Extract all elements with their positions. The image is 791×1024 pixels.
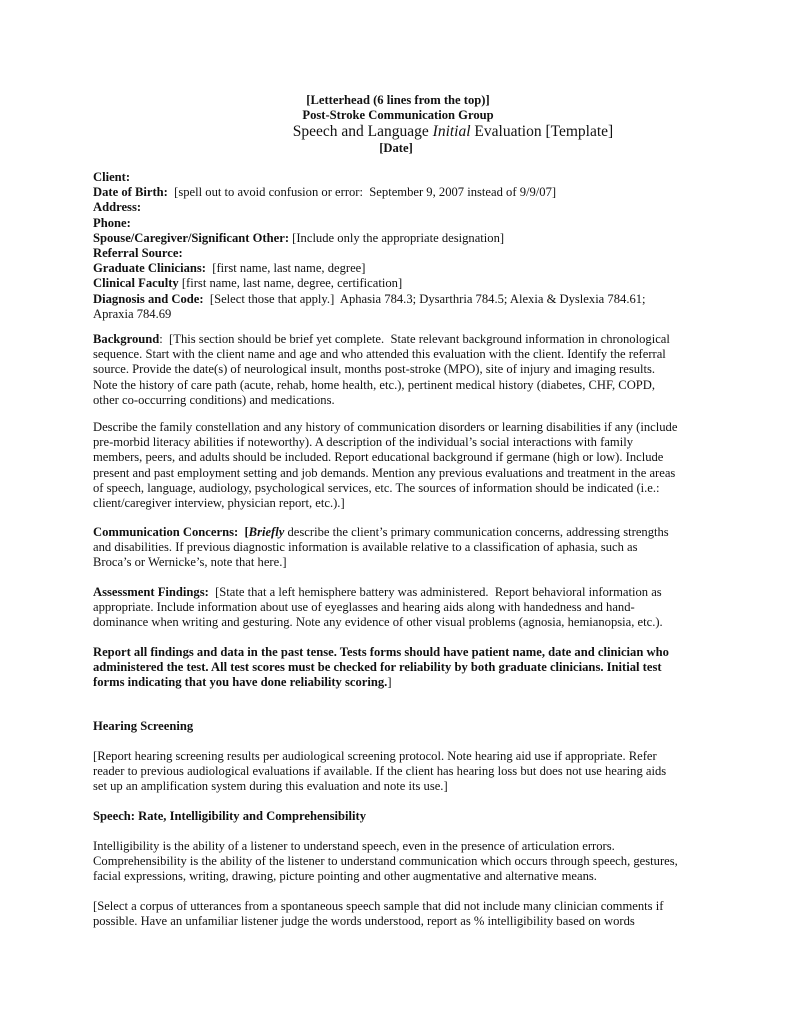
background-section xyxy=(93,332,713,408)
letterhead-placeholder: [Letterhead (6 lines from the top)] xyxy=(306,93,490,107)
field-value: [Include only the appropriate designation] xyxy=(289,230,505,245)
text-line: Describe the family constellation and any history of communication disorders or learning disabilities if any (include xyxy=(93,420,678,434)
field-label: Clinical Faculty xyxy=(93,276,179,291)
text-line: Report all findings and data in the past tense. Tests forms should have patient name, date and clinician who xyxy=(93,645,669,659)
field-label: Address: xyxy=(93,200,142,215)
text-line: administered the test. All test scores must be checked for reliability by both graduate clinicians. Initial test xyxy=(93,660,662,675)
field-label: Graduate Clinicians: xyxy=(93,261,206,276)
field-value: [first name, last name, degree, certification] xyxy=(178,276,403,291)
client-info-fields xyxy=(93,170,713,322)
speech-instructions xyxy=(93,899,713,929)
text-line-content: describe the client’s primary communication concerns, addressing strengths xyxy=(284,525,669,539)
speech-definitions xyxy=(93,839,713,885)
title-text-end: Evaluation [Template] xyxy=(470,123,614,141)
text-line: present and past employment setting and job demands. Mention any previous evaluations and treatment in the areas xyxy=(93,465,676,480)
text-line: and disabilities. If previous diagnostic information is available relative to a classification of aphasia, such as xyxy=(93,540,638,555)
text-line-content: forms indicating that you have done reliability scoring. xyxy=(93,675,388,690)
field-label: Diagnosis and Code: xyxy=(93,291,204,306)
text-line: set up an amplification system during this evaluation and note its use.] xyxy=(93,779,448,794)
field-label: Client: xyxy=(93,170,131,184)
text-line xyxy=(93,525,713,540)
field-phone xyxy=(93,216,713,231)
field-address xyxy=(93,200,713,215)
text-line: sequence. Start with the client name and age and who attended this evaluation with the client. Identify the referral xyxy=(93,347,666,362)
text-line: Broca’s or Wernicke’s, note that here.] xyxy=(93,555,287,570)
field-date-of-birth xyxy=(93,185,713,200)
date-placeholder: [Date] xyxy=(379,141,413,156)
text-line xyxy=(93,675,713,690)
field-label: Referral Source: xyxy=(93,246,183,261)
field-value: [Select those that apply.] Aphasia 784.3; Dysarthria 784.5; Alexia & Dyslexia 784.61; xyxy=(203,291,646,306)
communication-concerns-section xyxy=(93,525,713,571)
section-label: Assessment Findings: xyxy=(93,585,209,599)
group-name: Post-Stroke Communication Group xyxy=(302,108,494,123)
title-italic-text: Initial xyxy=(432,123,471,141)
field-diagnosis-code-cont: Apraxia 784.69 xyxy=(93,306,172,321)
section-label: Background xyxy=(93,332,160,346)
section-heading: Hearing Screening xyxy=(93,719,194,733)
text-line: possible. Have an unfamiliar listener judge the words understood, report as % intelligibility based on words xyxy=(93,914,635,929)
section-label: Communication Concerns: [ xyxy=(93,525,249,539)
text-line-content: [State that a left hemisphere battery was administered. Report behavioral information as xyxy=(208,585,662,599)
field-diagnosis-code xyxy=(93,292,713,307)
text-line: Intelligibility is the ability of a listener to understand speech, even in the presence of articulation errors. xyxy=(93,839,615,853)
text-line: reader to previous audiological evaluations if available. If the client has hearing loss but does not use hearing aids xyxy=(93,764,667,779)
field-label: Phone: xyxy=(93,215,131,230)
text-line: members, peers, and adults should be included. Report educational background if germane (high or low). Include xyxy=(93,450,664,465)
field-client xyxy=(93,170,713,185)
text-line: client/caregiver interview, physician report, etc.).] xyxy=(93,496,345,511)
document-title xyxy=(193,123,713,141)
text-line: pre-morbid literacy abilities if noteworthy). A description of the individual’s social interactions with family xyxy=(93,435,634,450)
text-line: Comprehensibility is the ability of the listener to understand communication which occurs through speech, gestures, xyxy=(93,854,678,869)
text-line xyxy=(93,332,713,347)
field-clinical-faculty xyxy=(93,276,713,291)
field-graduate-clinicians xyxy=(93,261,713,276)
text-line: dominance when writing and gesturing. Note any evidence of other visual problems (agnosia, hemianopsia, etc.). xyxy=(93,615,663,630)
text-line: [Report hearing screening results per audiological screening protocol. Note hearing aid use if appropriate. Refer xyxy=(93,749,657,763)
hearing-screening-section xyxy=(93,719,713,734)
family-history-section xyxy=(93,420,713,511)
text-line: appropriate. Include information about use of eyeglasses and hearing aids along with handedness and hand- xyxy=(93,600,635,615)
text-line: facial expressions, writing, drawing, picture pointing and other augmentative and alternative means. xyxy=(93,869,597,884)
emphasis-text: Briefly xyxy=(248,525,285,539)
text-line: source. Provide the date(s) of neurological insult, months post-stroke (MPO), site of injury and imaging results. xyxy=(93,362,656,377)
field-value: [first name, last name, degree] xyxy=(206,261,366,276)
text-line: [Select a corpus of utterances from a spontaneous speech sample that did not include many clinician comments if xyxy=(93,899,664,913)
text-line: other co-occurring conditions) and medications. xyxy=(93,392,335,407)
document-header xyxy=(93,93,713,157)
text-line xyxy=(93,585,713,600)
text-line-content: : [This section should be brief yet complete. State relevant background information in chronological xyxy=(159,332,670,346)
closing-bracket: ] xyxy=(387,675,392,690)
text-line: of speech, language, audiology, psychological services, etc. The sources of information should be indicated (i.e.: xyxy=(93,480,660,495)
text-line: Note the history of care path (acute, rehab, home health, etc.), pertinent medical history (diabetes, CHF, COPD, xyxy=(93,377,656,392)
hearing-screening-body xyxy=(93,749,713,795)
section-heading: Speech: Rate, Intelligibility and Comprehensibility xyxy=(93,809,366,823)
title-text: Speech and Language xyxy=(292,123,433,141)
report-instructions xyxy=(93,645,713,691)
speech-section xyxy=(93,809,713,824)
assessment-findings-section xyxy=(93,585,713,631)
field-value: [spell out to avoid confusion or error: September 9, 2007 instead of 9/9/07] xyxy=(167,185,557,200)
field-label: Date of Birth: xyxy=(93,185,168,200)
field-referral-source xyxy=(93,246,713,261)
field-spouse-caregiver xyxy=(93,231,713,246)
field-label: Spouse/Caregiver/Significant Other: xyxy=(93,230,290,245)
